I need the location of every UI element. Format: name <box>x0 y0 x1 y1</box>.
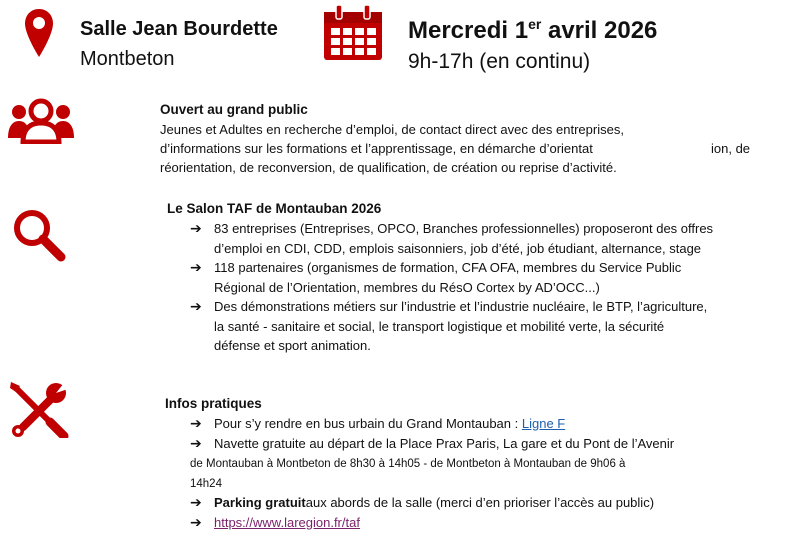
salon-bullet-list <box>190 219 780 356</box>
public-text-line: réorientation, de reconversion, de qualification, de création ou reprise d’activité. <box>160 160 617 175</box>
event-date: Mercredi 1er avril 2026 <box>408 16 658 44</box>
public-text-line: Jeunes et Adultes en recherche d’emploi, de contact direct avec des entreprises, <box>160 122 624 137</box>
venue-city: Montbeton <box>80 48 175 70</box>
bus-info-text: Pour s’y rendre en bus urbain du Grand Montauban : <box>214 416 522 431</box>
list-item <box>190 513 780 533</box>
arrow-icon: ➔ <box>190 298 202 314</box>
salon-section-title: Le Salon TAF de Montauban 2026 <box>167 201 382 216</box>
map-pin-icon <box>24 8 54 58</box>
list-item <box>190 414 780 434</box>
public-text-line: d’informations sur les formations et l’apprentissage, en démarche d’orientat <box>160 141 593 156</box>
list-item: ➔ 118 partenaires (organismes de formation, CFA OFA, membres du Service Public Régional de l’Orientation, membres du RésO Cortex by AD’OCC...) <box>190 259 682 295</box>
people-group-icon <box>8 98 74 144</box>
list-item: ➔ Navette gratuite au départ de la Place Prax Paris, La gare et du Pont de l’Avenir de Montauban à Montbeton de 8h30 à 14h05 - de Montbeton à Montauban de 9h06 à 14h24 <box>190 434 675 490</box>
event-hours: 9h-17h (en continu) <box>408 50 591 73</box>
public-text-line: ion, de <box>711 141 751 156</box>
list-item: ➔ Des démonstrations métiers sur l’industrie et l’industrie nucléaire, le BTP, l’agriculture, la santé - sanitaire et social, le transport logistique et mobilité verte, la sécurité défense et sport animation. <box>190 298 708 353</box>
arrow-icon: ➔ <box>190 415 202 431</box>
magnifier-icon <box>10 206 66 262</box>
public-section-title: Ouvert au grand public <box>160 102 308 117</box>
parking-bold: Parking gratuit <box>214 495 306 510</box>
arrow-icon: ➔ <box>190 434 202 451</box>
list-item: ➔ 83 entreprises (Entreprises, OPCO, Branches professionnelles) proposeront des offres d’emploi en CDI, CDD, emplois saisonniers, job d’été, job étudiant, alternance, stage <box>190 220 714 256</box>
arrow-icon: ➔ <box>190 494 202 510</box>
arrow-icon: ➔ <box>190 513 202 530</box>
bus-line-link[interactable]: Ligne F <box>521 416 566 431</box>
arrow-icon: ➔ <box>190 259 202 275</box>
infos-section-title: Infos pratiques <box>165 396 262 411</box>
wrench-screwdriver-icon <box>8 380 70 438</box>
list-item: ➔ Parking gratuitaux abords de la salle (merci d’en prioriser l’accès au public) <box>190 493 780 513</box>
venue-name: Salle Jean Bourdette <box>80 18 278 40</box>
arrow-icon: ➔ <box>190 220 202 236</box>
infos-bullet-list <box>190 414 780 532</box>
calendar-icon <box>322 4 384 62</box>
website-link[interactable]: https://www.laregion.fr/taf <box>214 514 360 530</box>
